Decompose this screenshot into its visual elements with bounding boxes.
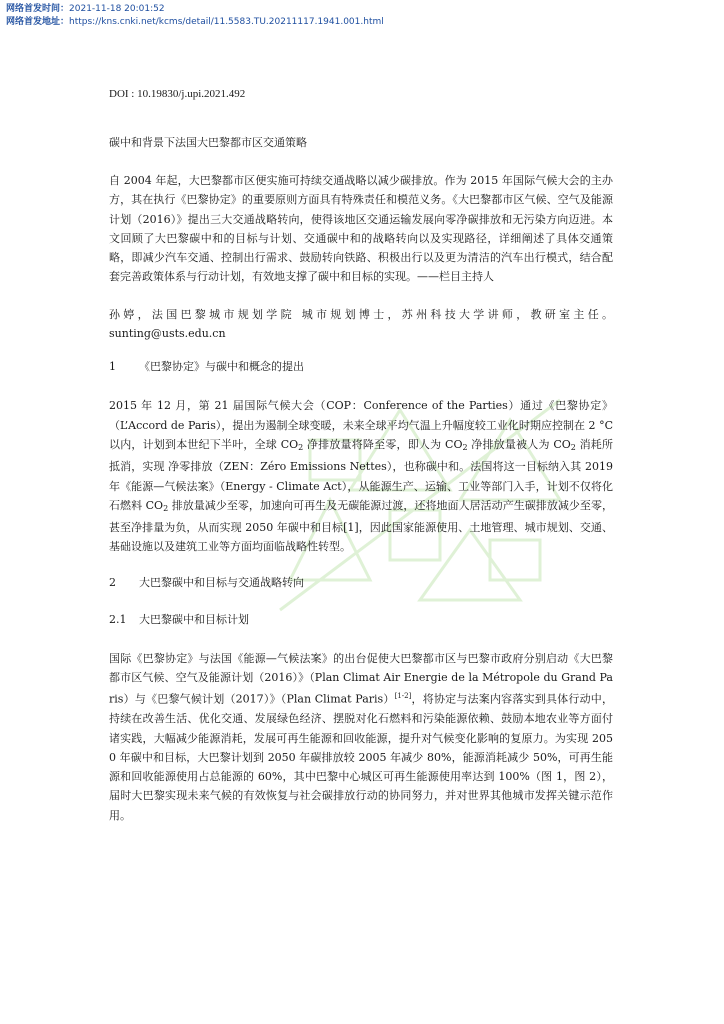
first-pub-time: 2021-11-18 20:01:52 [69,4,165,14]
citation-ref[interactable]: [1-2] [394,692,412,701]
article-title: 碳中和背景下法国大巴黎都市区交通策略 [109,136,307,149]
publication-header [6,3,384,29]
section-title: 大巴黎碳中和目标与交通战略转向 [139,575,304,589]
body-paragraph-1: 2015 年 12 月，第 21 届国际气候大会（COP：Conference of the Parties）通过《巴黎协定》（L’Accord de Paris），提出为遏制全球变暖，未来全球平均气温上升幅度较工业化时期应控制在 2 °C 以内，计划到本世纪下半叶，全球 $CO_2$ 净排放量将降至零，即人为 $CO_2$ 净排放量被人为 $CO_2$ 消耗所抵消，实现 净零排放（ZEN：Zéro Emissions Nettes），也称碳中和。法国将这一目标纳入其 2019 年《能源—气候法案》（Energy - Climate Act），从能源生产、运输、工业等部门入手，计划不仅将化石燃料 $CO_2$ 排放量减少至零，加速向可再生及无碳能源过渡，还将地面人居活动产生碳排放减少至零，甚至净排量为负，从而实现 2050 年碳中和目标[1]，因此国家能源使用、土地管理、城市规划、交通、基础设施以及建筑工业等方面均面临战略性转型。 [109,399,614,554]
first-pub-url-link[interactable]: https://kns.cnki.net/kcms/detail/11.5583.TU.20211117.1941.001.html [69,17,384,27]
author-info: 孙婷，法国巴黎城市规划学院 城市规划博士，苏州科技大学讲师，教研室主任。sunting@usts.edu.cn [109,307,613,341]
section-title: 《巴黎协定》与碳中和概念的提出 [139,360,304,374]
doi: DOI : 10.19830/j.upi.2021.492 [109,88,246,100]
first-pub-url-label: 网络首发地址： [6,17,70,27]
article-body [109,88,613,843]
section-heading-2 [109,575,613,591]
section-number: 1 [109,360,116,374]
first-pub-time-row [6,3,384,16]
abstract-paragraph: 自 2004 年起，大巴黎都市区便实施可持续交通战略以减少碳排放。作为 2015 年国际气候大会的主办方，其在执行《巴黎协定》的重要原则方面具有特殊责任和模范义务。《大巴黎都市区气候、空气及能源计划（2016）》提出三大交通战略转向，使得该地区交通运输发展向零净碳排放和无污染方向迈进。本文回顾了大巴黎碳中和的目标与计划、交通碳中和的战略转向以及实现路径，详细阐述了具体交通策略，即减少汽车交通、控制出行需求、鼓励转向铁路、积极出行以及更为清洁的汽车出行模式，结合配套完善政策体系与行动计划，有效地支撑了碳中和目标的实现。——栏目主持人 [109,174,613,284]
section-number: 2 [109,575,116,589]
subsection-number: 2.1 [109,612,127,626]
subsection-heading-2-1 [109,612,613,628]
first-pub-url-row [6,16,384,29]
section-heading-1 [109,359,613,375]
body-paragraph-2: 国际《巴黎协定》与法国《能源—气候法案》的出台促使大巴黎都市区与巴黎市政府分别启动《大巴黎都市区气候、空气及能源计划（2016）》（Plan Climat Air Energie de la Métropole du Grand Paris）与《巴黎气候计划（2017）》（Plan Climat Paris）[1-2]，将协定与法案内容落实到具体行动中，持续在改善生活、优化交通、发展绿色经济、摆脱对化石燃料和污染能源依赖、鼓励本地农业等方面付诸实践，大幅减少能源消耗，发展可再生能源和回收能源，提升对气候变化影响的复原力。为实现 2050 年碳中和目标，大巴黎计划到 2050 年碳排放较 2005 年减少 80%，能源消耗减少 50%，可再生能源和回收能源使用占总能源的 60%，其中巴黎中心城区可再生能源使用率达到 100%（图 1，图 2），届时大巴黎实现未来气候的有效恢复与社会碳排放行动的协同努力，并对世界其他城市发挥关键示范作用。 [109,651,613,822]
first-pub-time-label: 网络首发时间： [6,4,70,14]
subsection-title: 大巴黎碳中和目标计划 [139,612,249,626]
